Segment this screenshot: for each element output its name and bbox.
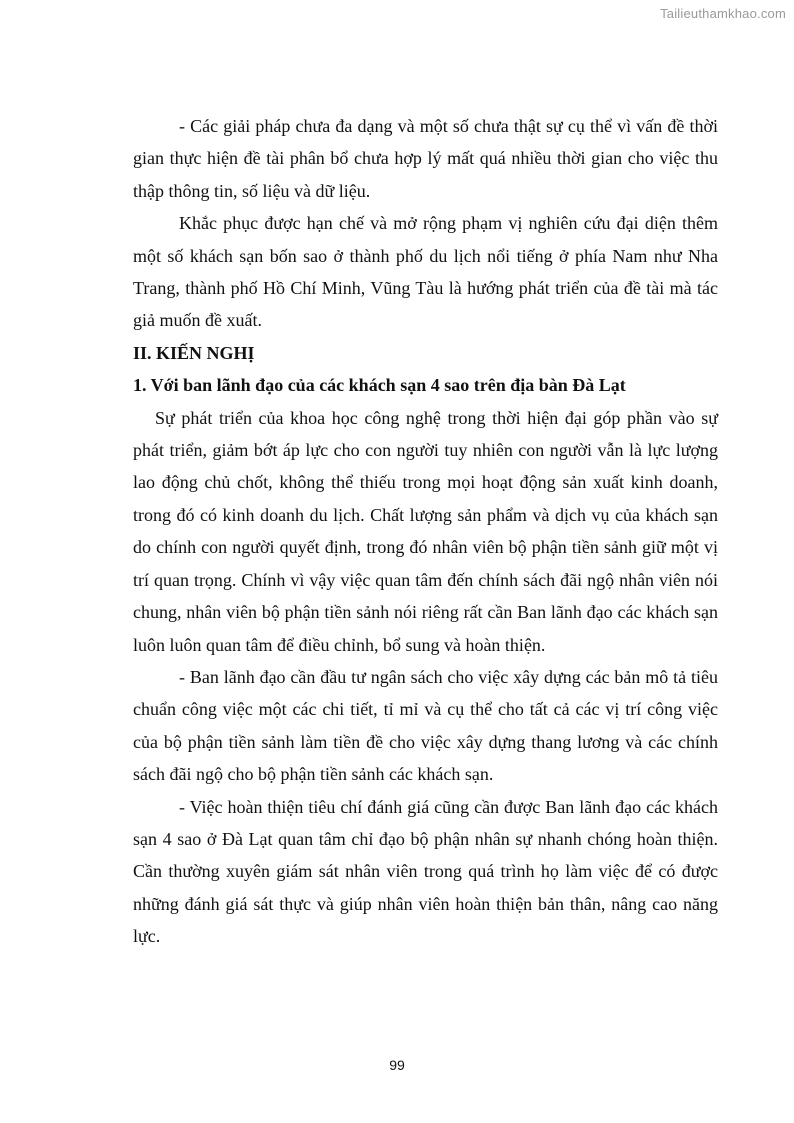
page-number: 99 [389,1057,405,1073]
paragraph-technology-development: Sự phát triển của khoa học công nghệ trong thời hiện đại góp phần vào sự phát triển, giảm bớt áp lực cho con người tuy nhiên con người vẫn là lực lượng lao động chủ chốt, không thể thiếu trong mọi hoạt động sản xuất kinh doanh, trong đó có kinh doanh du lịch. Chất lượng sản phẩm và dịch vụ của khách sạn do chính con người quyết định, trong đó nhân viên bộ phận tiền sảnh giữ một vị trí quan trọng. Chính vì vậy việc quan tâm đến chính sách đãi ngộ nhân viên nói chung, nhân viên bộ phận tiền sảnh nói riêng rất cần Ban lãnh đạo các khách sạn luôn luôn quan tâm để điều chỉnh, bổ sung và hoàn thiện. [133,407,718,655]
paragraph-evaluation-criteria: - Việc hoàn thiện tiêu chí đánh giá cũng cần được Ban lãnh đạo các khách sạn 4 sao ở Đà Lạt quan tâm chỉ đạo bộ phận nhân sự nhanh chóng hoàn thiện. Cần thường xuyên giám sát nhân viên trong quá trình họ làm việc để có được những đánh giá sát thực và giúp nhân viên hoàn thiện bản thân, nâng cao năng lực. [133,796,718,947]
paragraph-limitations: - Các giải pháp chưa đa dạng và một số chưa thật sự cụ thể vì vấn đề thời gian thực hiện đề tài phân bổ chưa hợp lý mất quá nhiều thời gian cho việc thu thập thông tin, số liệu và dữ liệu. [133,116,718,201]
subsection-heading: 1. Với ban lãnh đạo của các khách sạn 4 sao trên địa bàn Đà Lạt [133,375,626,396]
paragraph-future-direction: Khắc phục được hạn chế và mở rộng phạm vị nghiên cứu đại diện thêm một số khách sạn bốn sao ở thành phố du lịch nổi tiếng ở phía Nam như Nha Trang, thành phố Hồ Chí Minh, Vũng Tàu là hướng phát triển của đề tài mà tác giả muốn đề xuất. [133,213,718,331]
paragraph-budget-investment: - Ban lãnh đạo cần đầu tư ngân sách cho việc xây dựng các bản mô tả tiêu chuẩn công việc một các chi tiết, tỉ mỉ và cụ thể cho tất cả các vị trí công việc của bộ phận tiền sảnh làm tiền đề cho việc xây dựng thang lương và các chính sách đãi ngộ cho bộ phận tiền sảnh các khách sạn. [133,666,718,785]
section-heading: II. KIẾN NGHỊ [133,342,255,363]
watermark: Tailieuthamkhao.com [660,6,786,21]
document-body [133,110,718,953]
